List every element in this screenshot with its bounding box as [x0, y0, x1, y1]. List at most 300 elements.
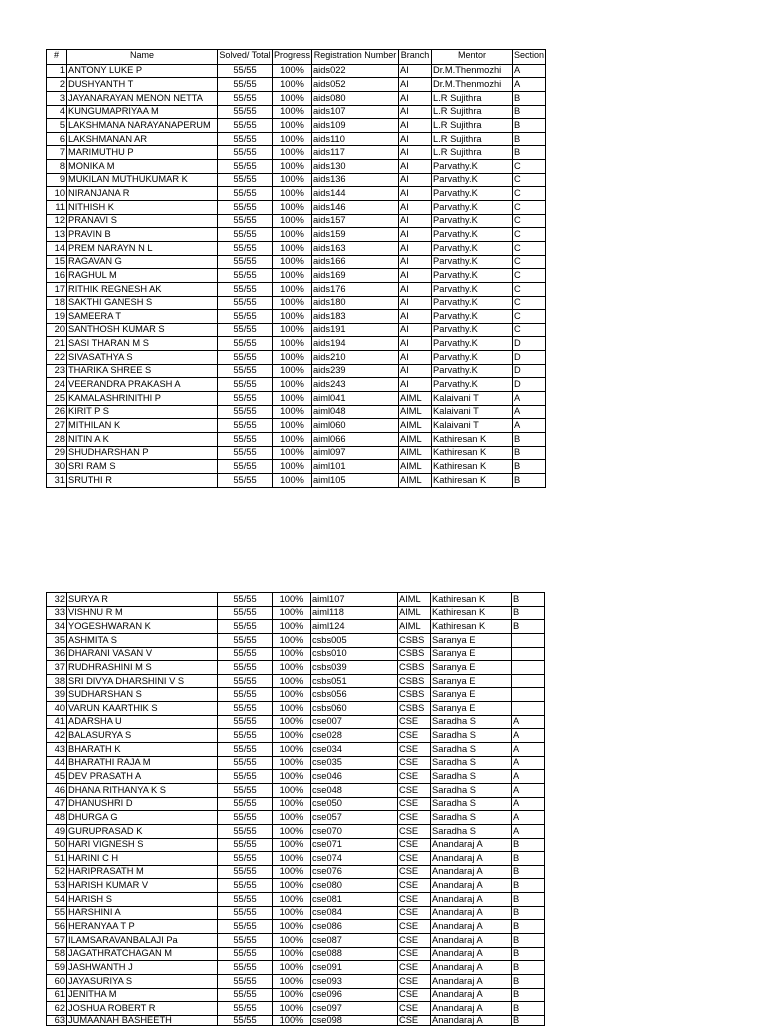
table-row [47, 947, 545, 961]
cell-index: 10 [47, 187, 67, 201]
cell-mentor: Saranya E [431, 702, 512, 716]
cell-section: B [512, 920, 545, 934]
cell-registration-number: aids176 [312, 282, 399, 296]
cell-index: 26 [47, 405, 67, 419]
cell-index: 13 [47, 228, 67, 242]
cell-registration-number: cse028 [311, 729, 398, 743]
cell-section: C [513, 323, 546, 337]
cell-solved-total: 55/55 [218, 351, 273, 365]
cell-section: B [513, 132, 546, 146]
cell-mentor: Saradha S [431, 783, 512, 797]
cell-name: KUNGUMAPRIYAA M [67, 105, 218, 119]
cell-section: A [512, 783, 545, 797]
cell-name: SANTHOSH KUMAR S [67, 323, 218, 337]
cell-index: 38 [47, 674, 67, 688]
cell-section: A [512, 770, 545, 784]
cell-index: 32 [47, 593, 67, 607]
table-row [47, 783, 545, 797]
cell-name: PRAVIN B [67, 228, 218, 242]
table-row [47, 934, 545, 948]
table-row [47, 187, 546, 201]
table-row [47, 715, 545, 729]
cell-registration-number: cse071 [311, 838, 398, 852]
cell-section [512, 688, 545, 702]
table-row [47, 146, 546, 160]
cell-progress: 100% [273, 269, 312, 283]
cell-section: C [513, 228, 546, 242]
cell-name: JAGATHRATCHAGAN M [67, 947, 218, 961]
cell-section: C [513, 255, 546, 269]
cell-branch: CSE [398, 797, 431, 811]
cell-progress: 100% [273, 715, 311, 729]
cell-branch: AIML [398, 620, 431, 634]
cell-mentor: L.R Sujithra [432, 105, 513, 119]
cell-registration-number: cse007 [311, 715, 398, 729]
cell-section: A [513, 419, 546, 433]
header-section: Section [513, 50, 546, 65]
cell-solved-total: 55/55 [218, 392, 273, 406]
cell-name: MARIMUTHU P [67, 146, 218, 160]
table-row [47, 337, 546, 351]
cell-index: 53 [47, 879, 67, 893]
cell-progress: 100% [273, 64, 312, 78]
cell-progress: 100% [273, 824, 311, 838]
cell-branch: AIML [398, 606, 431, 620]
cell-progress: 100% [273, 865, 311, 879]
cell-name: HARI VIGNESH S [67, 838, 218, 852]
cell-index: 22 [47, 351, 67, 365]
cell-progress: 100% [273, 351, 312, 365]
cell-mentor: Kathiresan K [432, 446, 513, 460]
cell-mentor: Saradha S [431, 715, 512, 729]
cell-name: NITHISH K [67, 201, 218, 215]
cell-registration-number: cse096 [311, 988, 398, 1002]
cell-name: JENITHA M [67, 988, 218, 1002]
cell-branch: AIML [399, 473, 432, 487]
cell-registration-number: aids157 [312, 214, 399, 228]
cell-section: B [512, 879, 545, 893]
cell-registration-number: aiml048 [312, 405, 399, 419]
cell-progress: 100% [273, 296, 312, 310]
cell-mentor: Kalaivani T [432, 419, 513, 433]
cell-branch: CSE [398, 824, 431, 838]
cell-name: SRI DIVYA DHARSHINI V S [67, 674, 218, 688]
cell-name: GURUPRASAD K [67, 824, 218, 838]
cell-solved-total: 55/55 [218, 633, 273, 647]
cell-name: ANTONY LUKE P [67, 64, 218, 78]
cell-progress: 100% [273, 620, 311, 634]
cell-solved-total: 55/55 [218, 78, 273, 92]
cell-name: DEV PRASATH A [67, 770, 218, 784]
cell-branch: CSE [398, 743, 431, 757]
cell-solved-total: 55/55 [218, 974, 273, 988]
table-row [47, 310, 546, 324]
cell-solved-total: 55/55 [218, 824, 273, 838]
cell-solved-total: 55/55 [218, 201, 273, 215]
cell-solved-total: 55/55 [218, 378, 273, 392]
cell-name: HERANYAA T P [67, 920, 218, 934]
cell-index: 23 [47, 364, 67, 378]
cell-progress: 100% [273, 674, 311, 688]
cell-index: 50 [47, 838, 67, 852]
cell-solved-total: 55/55 [218, 865, 273, 879]
cell-branch: CSE [398, 838, 431, 852]
cell-name: KAMALASHRINITHI P [67, 392, 218, 406]
cell-solved-total: 55/55 [218, 310, 273, 324]
table-row [47, 838, 545, 852]
cell-index: 8 [47, 160, 67, 174]
cell-registration-number: aids169 [312, 269, 399, 283]
cell-mentor: Parvathy.K [432, 255, 513, 269]
cell-branch: AI [399, 228, 432, 242]
cell-section: D [513, 351, 546, 365]
cell-index: 39 [47, 688, 67, 702]
cell-branch: CSE [398, 961, 431, 975]
table-row [47, 446, 546, 460]
cell-progress: 100% [273, 647, 311, 661]
cell-section: B [513, 105, 546, 119]
cell-name: PREM NARAYN N L [67, 241, 218, 255]
cell-registration-number: cse074 [311, 852, 398, 866]
cell-index: 24 [47, 378, 67, 392]
cell-section: C [513, 310, 546, 324]
cell-name: HARIPRASATH M [67, 865, 218, 879]
cell-mentor: Anandaraj A [431, 947, 512, 961]
cell-section: A [513, 405, 546, 419]
table-row [47, 633, 545, 647]
cell-name: JAYANARAYAN MENON NETTA [67, 91, 218, 105]
cell-section: A [512, 797, 545, 811]
cell-index: 9 [47, 173, 67, 187]
cell-branch: AI [399, 160, 432, 174]
cell-branch: CSE [398, 893, 431, 907]
cell-index: 30 [47, 460, 67, 474]
table-row [47, 824, 545, 838]
cell-section: D [513, 364, 546, 378]
cell-registration-number: aids144 [312, 187, 399, 201]
cell-registration-number: aids243 [312, 378, 399, 392]
cell-mentor: Parvathy.K [432, 282, 513, 296]
cell-solved-total: 55/55 [218, 756, 273, 770]
cell-section: B [512, 988, 545, 1002]
cell-section: A [513, 64, 546, 78]
cell-progress: 100% [273, 337, 312, 351]
cell-registration-number: cse050 [311, 797, 398, 811]
cell-registration-number: cse070 [311, 824, 398, 838]
cell-index: 42 [47, 729, 67, 743]
cell-registration-number: aiml060 [312, 419, 399, 433]
cell-progress: 100% [273, 974, 311, 988]
cell-progress: 100% [273, 633, 311, 647]
table-row [47, 228, 546, 242]
cell-name: JOSHUA ROBERT R [67, 1002, 218, 1016]
cell-registration-number: aids166 [312, 255, 399, 269]
cell-name: DUSHYANTH T [67, 78, 218, 92]
cell-solved-total: 55/55 [218, 1002, 273, 1016]
cell-registration-number: cse035 [311, 756, 398, 770]
cell-index: 21 [47, 337, 67, 351]
cell-section: C [513, 241, 546, 255]
header-progress: Progress [273, 50, 312, 65]
cell-branch: AIML [399, 419, 432, 433]
cell-registration-number: aiml107 [311, 593, 398, 607]
cell-solved-total: 55/55 [218, 119, 273, 133]
cell-progress: 100% [273, 405, 312, 419]
cell-branch: AI [399, 201, 432, 215]
cell-mentor: Parvathy.K [432, 173, 513, 187]
cell-mentor: Anandaraj A [431, 1002, 512, 1016]
table-row [47, 811, 545, 825]
cell-section [512, 674, 545, 688]
table-row [47, 743, 545, 757]
cell-solved-total: 55/55 [218, 715, 273, 729]
cell-registration-number: aiml097 [312, 446, 399, 460]
cell-index: 15 [47, 255, 67, 269]
cell-mentor: Saranya E [431, 674, 512, 688]
cell-progress: 100% [273, 473, 312, 487]
cell-index: 63 [47, 1015, 67, 1025]
cell-index: 20 [47, 323, 67, 337]
cell-section: A [512, 811, 545, 825]
cell-branch: CSE [398, 920, 431, 934]
cell-branch: CSBS [398, 702, 431, 716]
cell-solved-total: 55/55 [218, 64, 273, 78]
cell-solved-total: 55/55 [218, 811, 273, 825]
cell-progress: 100% [273, 743, 311, 757]
cell-registration-number: cse088 [311, 947, 398, 961]
cell-progress: 100% [273, 105, 312, 119]
cell-name: BALASURYA S [67, 729, 218, 743]
table-row [47, 702, 545, 716]
cell-branch: CSBS [398, 647, 431, 661]
table-row [47, 770, 545, 784]
cell-solved-total: 55/55 [218, 241, 273, 255]
table-row [47, 296, 546, 310]
cell-progress: 100% [273, 879, 311, 893]
cell-solved-total: 55/55 [218, 419, 273, 433]
cell-index: 34 [47, 620, 67, 634]
table-row [47, 473, 546, 487]
cell-branch: CSBS [398, 674, 431, 688]
cell-mentor: Parvathy.K [432, 269, 513, 283]
cell-mentor: Saradha S [431, 824, 512, 838]
cell-mentor: Kathiresan K [432, 432, 513, 446]
cell-registration-number: aids146 [312, 201, 399, 215]
cell-solved-total: 55/55 [218, 146, 273, 160]
cell-solved-total: 55/55 [218, 228, 273, 242]
cell-progress: 100% [273, 241, 312, 255]
cell-name: LAKSHMANA NARAYANAPERUM [67, 119, 218, 133]
table-row [47, 173, 546, 187]
cell-name: PRANAVI S [67, 214, 218, 228]
table-row [47, 405, 546, 419]
table-row [47, 852, 545, 866]
cell-branch: AIML [399, 460, 432, 474]
cell-solved-total: 55/55 [218, 255, 273, 269]
cell-solved-total: 55/55 [218, 405, 273, 419]
table-row [47, 674, 545, 688]
cell-registration-number: aiml041 [312, 392, 399, 406]
cell-mentor: Parvathy.K [432, 364, 513, 378]
cell-index: 62 [47, 1002, 67, 1016]
cell-mentor: Dr.M.Thenmozhi [432, 78, 513, 92]
cell-section [512, 633, 545, 647]
cell-mentor: Parvathy.K [432, 187, 513, 201]
table-row [47, 688, 545, 702]
cell-index: 37 [47, 661, 67, 675]
cell-name: MUKILAN MUTHUKUMAR K [67, 173, 218, 187]
cell-registration-number: aids110 [312, 132, 399, 146]
cell-registration-number: aids159 [312, 228, 399, 242]
cell-section: B [513, 432, 546, 446]
cell-section: B [513, 460, 546, 474]
cell-registration-number: cse080 [311, 879, 398, 893]
cell-progress: 100% [273, 173, 312, 187]
cell-progress: 100% [273, 770, 311, 784]
cell-progress: 100% [273, 228, 312, 242]
cell-index: 44 [47, 756, 67, 770]
cell-solved-total: 55/55 [218, 323, 273, 337]
cell-branch: AI [399, 323, 432, 337]
table-row [47, 64, 546, 78]
cell-solved-total: 55/55 [218, 729, 273, 743]
cell-mentor: Saradha S [431, 811, 512, 825]
cell-progress: 100% [273, 214, 312, 228]
cell-index: 11 [47, 201, 67, 215]
cell-section: B [512, 961, 545, 975]
cell-mentor: Saradha S [431, 729, 512, 743]
cell-mentor: Kalaivani T [432, 405, 513, 419]
table-row [47, 78, 546, 92]
header-branch: Branch [399, 50, 432, 65]
cell-branch: AI [399, 146, 432, 160]
cell-branch: CSE [398, 934, 431, 948]
cell-branch: CSE [398, 1015, 431, 1025]
cell-progress: 100% [273, 606, 311, 620]
cell-progress: 100% [273, 132, 312, 146]
cell-branch: AIML [399, 405, 432, 419]
cell-section: B [512, 852, 545, 866]
table-row [47, 620, 545, 634]
cell-solved-total: 55/55 [218, 460, 273, 474]
table-row [47, 160, 546, 174]
cell-branch: AIML [399, 432, 432, 446]
cell-branch: AI [399, 337, 432, 351]
cell-registration-number: cse034 [311, 743, 398, 757]
cell-name: THARIKA SHREE S [67, 364, 218, 378]
table-row [47, 132, 546, 146]
cell-name: JUMAANAH BASHEETH [67, 1015, 218, 1025]
table-row [47, 419, 546, 433]
cell-registration-number: csbs051 [311, 674, 398, 688]
cell-registration-number: cse091 [311, 961, 398, 975]
cell-mentor: Kathiresan K [431, 606, 512, 620]
cell-progress: 100% [273, 91, 312, 105]
table-row [47, 961, 545, 975]
cell-section: C [513, 201, 546, 215]
table-row [47, 119, 546, 133]
table-row [47, 661, 545, 675]
table-row [47, 392, 546, 406]
cell-mentor: Parvathy.K [432, 351, 513, 365]
table-row [47, 241, 546, 255]
cell-registration-number: aids136 [312, 173, 399, 187]
cell-branch: AI [399, 255, 432, 269]
cell-branch: CSBS [398, 661, 431, 675]
cell-progress: 100% [273, 201, 312, 215]
cell-mentor: Kathiresan K [432, 460, 513, 474]
table-row [47, 797, 545, 811]
cell-section: B [513, 91, 546, 105]
cell-branch: CSBS [398, 688, 431, 702]
cell-registration-number: aids052 [312, 78, 399, 92]
cell-registration-number: aiml066 [312, 432, 399, 446]
cell-solved-total: 55/55 [218, 674, 273, 688]
cell-progress: 100% [273, 460, 312, 474]
cell-name: NITIN A K [67, 432, 218, 446]
cell-branch: CSBS [398, 633, 431, 647]
table-row [47, 282, 546, 296]
table-header-row [47, 50, 546, 65]
cell-index: 1 [47, 64, 67, 78]
cell-solved-total: 55/55 [218, 906, 273, 920]
cell-section: A [512, 729, 545, 743]
cell-progress: 100% [273, 392, 312, 406]
cell-solved-total: 55/55 [218, 947, 273, 961]
cell-branch: AI [399, 214, 432, 228]
cell-section: B [513, 446, 546, 460]
cell-section: B [512, 1002, 545, 1016]
table-row [47, 893, 545, 907]
table-row [47, 988, 545, 1002]
cell-branch: AI [399, 132, 432, 146]
cell-mentor: Anandaraj A [431, 961, 512, 975]
cell-index: 35 [47, 633, 67, 647]
cell-index: 60 [47, 974, 67, 988]
cell-index: 47 [47, 797, 67, 811]
student-table-page-1 [46, 49, 546, 488]
cell-progress: 100% [273, 838, 311, 852]
cell-branch: CSE [398, 770, 431, 784]
cell-solved-total: 55/55 [218, 838, 273, 852]
cell-registration-number: aids180 [312, 296, 399, 310]
cell-name: DHARANI VASAN V [67, 647, 218, 661]
cell-name: DHURGA G [67, 811, 218, 825]
cell-section: C [513, 296, 546, 310]
cell-progress: 100% [273, 783, 311, 797]
cell-branch: AI [399, 119, 432, 133]
cell-section: B [512, 947, 545, 961]
cell-section [512, 661, 545, 675]
cell-registration-number: csbs005 [311, 633, 398, 647]
cell-progress: 100% [273, 797, 311, 811]
cell-solved-total: 55/55 [218, 446, 273, 460]
table-row [47, 214, 546, 228]
cell-progress: 100% [273, 756, 311, 770]
cell-section: B [512, 865, 545, 879]
cell-branch: AI [399, 105, 432, 119]
cell-index: 28 [47, 432, 67, 446]
cell-registration-number: cse098 [311, 1015, 398, 1025]
cell-mentor: Parvathy.K [432, 201, 513, 215]
cell-solved-total: 55/55 [218, 1015, 273, 1025]
table-row [47, 378, 546, 392]
cell-registration-number: aids080 [312, 91, 399, 105]
cell-progress: 100% [273, 160, 312, 174]
cell-branch: CSE [398, 974, 431, 988]
cell-branch: AIML [399, 446, 432, 460]
cell-registration-number: aiml124 [311, 620, 398, 634]
